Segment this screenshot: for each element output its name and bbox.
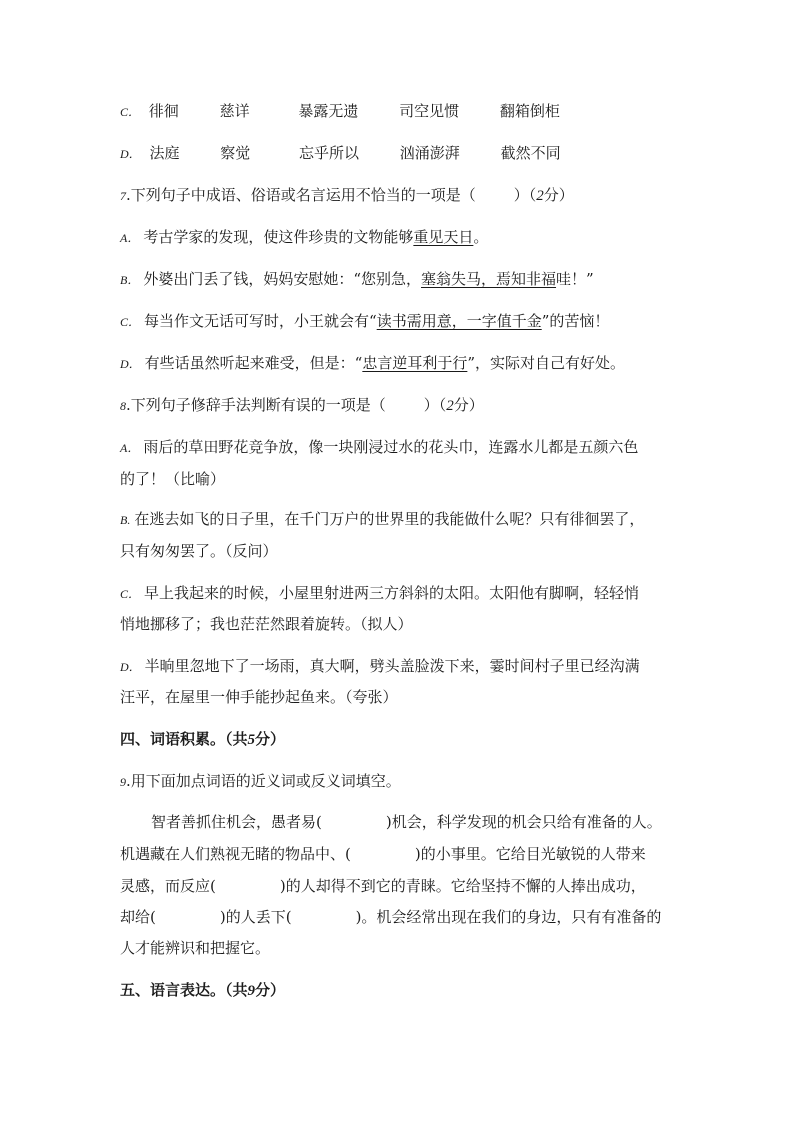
option-text: 悄地挪移了；我也茫茫然跟着旋转。（拟人） <box>120 615 413 633</box>
underlined-phrase: 读书需用意，一字值千金 <box>376 312 542 330</box>
option-text-end: ”，实际对自己有好处。 <box>467 354 626 372</box>
underlined-phrase: 塞翁失马，焉知非福 <box>421 270 557 288</box>
q6-option-d <box>120 143 561 164</box>
word: 司空见惯 <box>399 102 460 120</box>
option-text: 雨后的草田野花竞争放，像一块刚浸过水的花头巾，连露水儿都是五颜六色 <box>143 438 639 456</box>
passage-text: 机遇藏在人们熟视无睹的物品中、( <box>120 845 351 863</box>
passage-text: 灵感，而反应( <box>120 877 216 895</box>
option-label: C． <box>120 587 141 601</box>
word: 翻箱倒柜 <box>499 102 560 120</box>
question-number: 8 <box>120 399 126 413</box>
option-text: 早上我起来的时候，小屋里射进两三方斜斜的太阳。太阳他有脚啊，轻轻悄 <box>144 584 640 602</box>
q8-option-b <box>120 509 644 530</box>
option-label: D． <box>120 147 141 161</box>
q9-passage-line-5 <box>120 938 270 958</box>
passage-text: )。机会经常出现在我们的身边，只有有准备的 <box>355 908 662 926</box>
q8-option-b-cont <box>120 541 278 561</box>
q9-passage-line-2 <box>120 844 646 864</box>
passage-text: 人才能辨识和把握它。 <box>120 939 271 957</box>
word: 察觉 <box>220 144 251 162</box>
passage-text: )机会，科学发现的机会只给有准备的人。 <box>385 813 662 831</box>
q8-option-c <box>120 583 639 604</box>
option-text: 半晌里忽地下了一场雨，真大啊，劈头盖脸泼下来，霎时间村子里已经沟满 <box>144 657 640 675</box>
option-text: 每当作文无话可写时，小王就会有“ <box>144 312 377 330</box>
option-text: 外婆出门丢了钱，妈妈安慰她：“您别急， <box>143 270 422 288</box>
option-label: D． <box>120 660 141 674</box>
section-4-title <box>120 729 285 750</box>
stem-close: ）（ <box>423 396 447 414</box>
q7-option-a <box>120 227 488 248</box>
stem-text: .用下面加点词语的近义词或反义词填空。 <box>126 772 401 790</box>
option-text: 考古学家的发现，使这件珍贵的文物能够 <box>143 228 414 246</box>
section-title-text: 五、语言表达。（共 <box>120 981 248 999</box>
option-label: C． <box>120 315 141 329</box>
word: 徘徊 <box>148 102 179 120</box>
underlined-phrase: 重见天日 <box>413 228 474 246</box>
q6-option-c <box>120 101 560 122</box>
question-number: 9 <box>120 775 126 789</box>
score-unit: 分） <box>543 186 574 204</box>
option-text: 有些话虽然听起来难受，但是：“ <box>144 354 363 372</box>
option-label: A． <box>120 441 140 455</box>
option-label: B. <box>120 513 131 527</box>
option-text-end: 。 <box>473 228 489 246</box>
score-value: 2 <box>536 188 544 204</box>
word: 暴露无遗 <box>298 102 359 120</box>
passage-text: )的人却得不到它的青睐。它给坚持不懈的人捧出成功， <box>279 877 646 895</box>
word: 慈详 <box>219 102 250 120</box>
option-text: 的了！（比喻） <box>120 470 226 488</box>
q7-stem <box>120 185 574 206</box>
underlined-phrase: 忠言逆耳利于行 <box>362 354 468 372</box>
section-title-end: 分） <box>255 730 286 748</box>
q8-option-c-cont <box>120 614 413 634</box>
section-score: 5 <box>247 732 256 748</box>
q7-option-c <box>120 311 609 332</box>
q8-option-d <box>120 656 640 677</box>
word: 法庭 <box>149 144 180 162</box>
q9-passage-line-4 <box>120 907 661 927</box>
q8-option-a <box>120 437 638 458</box>
option-text: 只有匆匆罢了。（反问） <box>120 542 278 560</box>
option-label: C． <box>120 105 141 119</box>
q9-stem <box>120 771 401 792</box>
stem-close: ）（ <box>513 186 537 204</box>
section-5-title <box>120 980 285 1001</box>
passage-text: 却给( <box>120 908 156 926</box>
passage-text: )的小事里。它给目光敏锐的人带来 <box>414 845 646 863</box>
word: 截然不同 <box>500 144 561 162</box>
option-label: A． <box>120 231 140 245</box>
q8-option-a-cont <box>120 469 225 489</box>
passage-text: 智者善抓住机会，愚者易( <box>151 813 322 831</box>
option-text: 汪平，在屋里一伸手能抄起鱼来。（夸张） <box>120 688 398 706</box>
q8-stem <box>120 395 484 416</box>
option-text: 在逃去如飞的日子里，在千门万户的世界里的我能做什么呢？只有徘徊罢了， <box>134 510 645 528</box>
section-score: 9 <box>247 983 256 999</box>
stem-text: .下列句子修辞手法判断有误的一项是（ <box>126 396 386 414</box>
score-unit: 分） <box>453 396 484 414</box>
option-label: B． <box>120 273 140 287</box>
section-title-text: 四、词语积累。（共 <box>120 730 248 748</box>
passage-text: )的人丢下( <box>219 908 292 926</box>
stem-text: .下列句子中成语、俗语或名言运用不恰当的一项是（ <box>126 186 476 204</box>
score-value: 2 <box>446 398 454 414</box>
q7-option-d <box>120 353 625 374</box>
q8-option-d-cont <box>120 687 398 707</box>
option-label: D． <box>120 357 141 371</box>
q9-passage-line-3 <box>120 876 646 896</box>
option-text-end: ”的苦恼！ <box>541 312 610 330</box>
question-number: 7 <box>120 189 126 203</box>
q9-passage-line-1 <box>151 812 662 832</box>
word: 汹涌澎湃 <box>399 144 460 162</box>
q7-option-b <box>120 269 594 290</box>
option-text-end: 哇！” <box>556 270 594 288</box>
word: 忘乎所以 <box>299 144 360 162</box>
section-title-end: 分） <box>255 981 286 999</box>
